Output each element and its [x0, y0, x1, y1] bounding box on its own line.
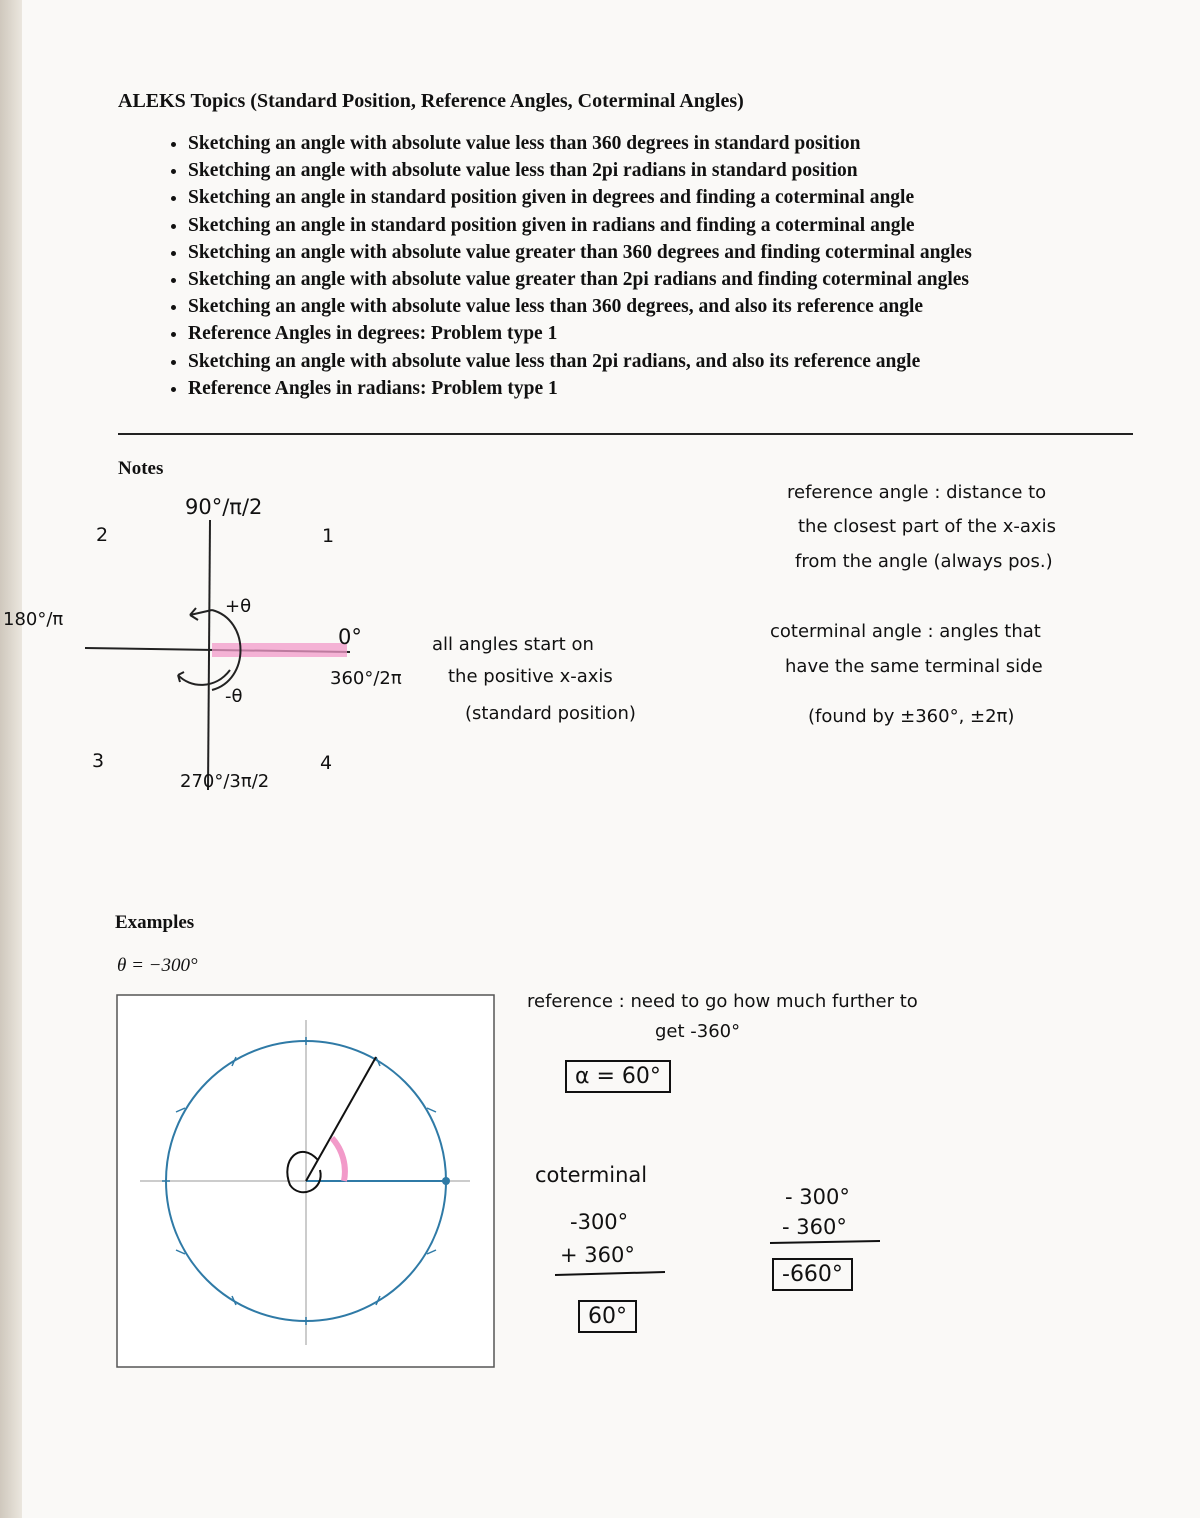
standard-position-line: all angles start on	[432, 634, 594, 655]
list-item: • Sketching an angle in standard position given in radians and finding a coterminal angle	[188, 212, 972, 239]
calc2-line: - 360°	[782, 1215, 847, 1239]
reference-note-line: reference : need to go how much further to	[527, 991, 918, 1012]
coterminal-label: coterminal	[535, 1163, 648, 1187]
quadrant-1: 1	[322, 525, 335, 547]
calc1-line: + 360°	[560, 1243, 635, 1267]
coterminal-definition-line: have the same terminal side	[785, 656, 1043, 677]
list-item: • Sketching an angle with absolute value greater than 2pi radians and finding coterminal angles	[188, 266, 972, 293]
standard-position-line: (standard position)	[465, 703, 636, 724]
examples-heading: Examples	[115, 912, 195, 933]
label-90: 90°/π/2	[185, 495, 263, 519]
standard-position-line: the positive x-axis	[448, 666, 613, 687]
page-title: ALEKS Topics (Standard Position, Reference Angles, Coterminal Angles)	[118, 90, 744, 112]
label-270: 270°/3π/2	[180, 771, 270, 792]
list-item: • Sketching an angle with absolute value less than 360 degrees in standard position	[188, 130, 972, 157]
quadrant-2: 2	[96, 524, 109, 546]
quadrant-4: 4	[320, 752, 333, 774]
list-item: • Sketching an angle with absolute value greater than 360 degrees and finding coterminal angles	[188, 239, 972, 266]
coterminal-result-box-2: -660°	[772, 1258, 853, 1291]
list-item: • Sketching an angle with absolute value less than 2pi radians, and also its reference angle	[188, 348, 972, 375]
quadrant-3: 3	[92, 750, 105, 772]
notes-heading: Notes	[118, 458, 164, 479]
label-180: 180°/π	[3, 609, 64, 630]
reference-definition-line: the closest part of the x-axis	[798, 516, 1056, 537]
label-pos-theta: +θ	[225, 596, 252, 617]
alpha-answer-box: α = 60°	[565, 1060, 671, 1093]
coterminal-definition-line: (found by ±360°, ±2π)	[808, 706, 1015, 727]
list-item: • Sketching an angle in standard position given in degrees and finding a coterminal angle	[188, 184, 972, 211]
list-item: • Reference Angles in radians: Problem type 1	[188, 375, 972, 402]
calc2-line: - 300°	[785, 1185, 850, 1209]
coterminal-definition-line: coterminal angle : angles that	[770, 621, 1041, 642]
list-item: • Sketching an angle with absolute value less than 360 degrees, and also its reference angle	[188, 293, 972, 320]
theta-value: θ = −300°	[117, 955, 198, 976]
list-item: • Reference Angles in degrees: Problem type 1	[188, 320, 972, 347]
label-0: 0°	[338, 625, 362, 649]
reference-definition-line: reference angle : distance to	[787, 482, 1047, 503]
label-360: 360°/2π	[330, 668, 402, 689]
coterminal-result-box: 60°	[578, 1300, 637, 1333]
list-item: • Sketching an angle with absolute value less than 2pi radians in standard position	[188, 157, 972, 184]
label-neg-theta: -θ	[225, 686, 243, 707]
reference-definition-line: from the angle (always pos.)	[795, 551, 1053, 572]
calc1-line: -300°	[570, 1210, 629, 1234]
reference-note-line: get -360°	[655, 1021, 741, 1042]
